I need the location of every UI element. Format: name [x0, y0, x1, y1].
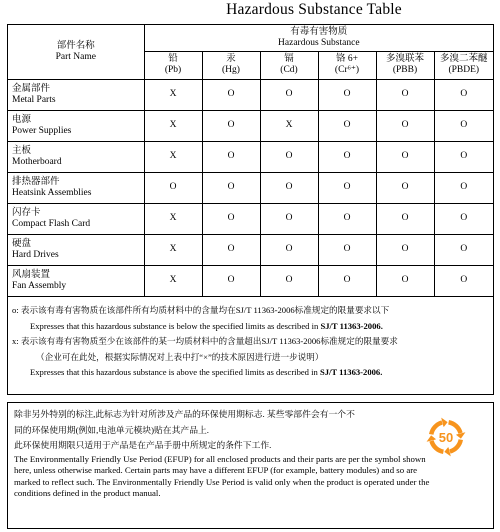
substance-status-cell: O: [260, 79, 318, 110]
legend-notes: [8, 303, 493, 381]
substance-status-cell: O: [434, 79, 493, 110]
logo-arrow-head: [456, 432, 466, 438]
substance-status-cell: X: [260, 110, 318, 141]
x-note-cn-detail: （企业可在此处，根据实际情况对上表中打“×”的技术原因进行进一步说明）: [36, 351, 324, 362]
efup-cn-line-2: 同的环保使用期(例如,电池单元模块)贴在其产品上.: [14, 424, 209, 435]
substance-status-cell: O: [260, 141, 318, 172]
substance-status-cell: O: [376, 265, 434, 296]
substance-status-cell: O: [318, 172, 376, 203]
substance-status-cell: O: [434, 265, 493, 296]
table-row: [8, 110, 493, 141]
substance-status-cell: O: [434, 234, 493, 265]
substance-status-cell: O: [434, 141, 493, 172]
table-row: [8, 141, 493, 172]
efup-en-text: The Environmentally Friendly Use Period (EFUP) for all enclosed products and their parts are per the symbol shown here, unless otherwise marked. Certain parts may have a different EFUP (for example, battery modules) and so are marked to reflect such. The Environmentally Friendly Use Period is valid only when the product is operated under the conditions defined in the product manual.: [14, 453, 430, 498]
substance-status-cell: O: [202, 203, 260, 234]
substance-status-cell: O: [376, 172, 434, 203]
substance-status-cell: O: [318, 110, 376, 141]
substance-status-cell: O: [376, 110, 434, 141]
substance-status-cell: O: [318, 265, 376, 296]
substance-status-cell: X: [144, 265, 202, 296]
table-row: [8, 265, 493, 296]
substance-status-cell: O: [434, 172, 493, 203]
efup-cn-line-3: 此环保使用期限只适用于产品是在产品手册中所规定的条件下工作.: [14, 440, 272, 450]
part-name-cell: 闪存卡 Compact Flash Card: [8, 203, 144, 234]
table-row: [8, 234, 493, 265]
substance-status-cell: O: [202, 172, 260, 203]
substance-status-cell: O: [318, 234, 376, 265]
part-name-header: 部件名称 Part Name: [8, 25, 144, 79]
hazardous-substance-section: [7, 24, 494, 395]
substance-status-cell: O: [202, 79, 260, 110]
substance-status-cell: X: [144, 203, 202, 234]
substance-status-cell: O: [260, 265, 318, 296]
part-name-cell: 风扇装置 Fan Assembly: [8, 265, 144, 296]
efup-50-logo-icon: [426, 417, 466, 457]
substance-status-cell: X: [144, 79, 202, 110]
substance-header: 多溴联苯 (PBB): [376, 51, 434, 79]
substance-status-cell: O: [434, 203, 493, 234]
substance-header: 镉 (Cd): [260, 51, 318, 79]
x-note-cn: x: 表示该有毒有害物质至少在该部件的某一均质材料中的含量超出SJ/T 11363-2006标准规定的限量要求: [12, 336, 398, 346]
substance-status-cell: O: [260, 234, 318, 265]
substance-header: 铬 6+ (Cr⁶⁺): [318, 51, 376, 79]
substance-header: 汞 (Hg): [202, 51, 260, 79]
table-row: [8, 172, 493, 203]
substance-status-cell: O: [376, 79, 434, 110]
substance-status-cell: O: [260, 172, 318, 203]
efup-cn-line-1: 除非另外特别的标注,此标志为针对所涉及产品的环保使用期标志. 某些零部件会有一个不: [14, 409, 355, 419]
part-name-cell: 主板 Motherboard: [8, 141, 144, 172]
substance-status-cell: O: [376, 203, 434, 234]
substance-status-cell: X: [144, 234, 202, 265]
efup-logo-number: 50: [438, 430, 454, 445]
o-note-en: Expresses that this hazardous substance is below the specified limits as described in SJ/T 11363-2006.: [30, 320, 383, 331]
x-note-en: Expresses that this hazardous substance is above the specified limits as described in SJ/T 11363-2006.: [30, 367, 383, 377]
substance-status-cell: O: [434, 110, 493, 141]
substance-status-cell: O: [202, 141, 260, 172]
part-name-cell: 电源 Power Supplies: [8, 110, 144, 141]
part-name-cell: 硬盘 Hard Drives: [8, 234, 144, 265]
substance-status-cell: O: [318, 203, 376, 234]
substance-status-cell: O: [202, 234, 260, 265]
table-row: [8, 79, 493, 110]
hazardous-substance-group-header: 有毒有害物质 Hazardous Substance: [144, 25, 493, 51]
table-row: [8, 203, 493, 234]
substance-status-cell: O: [376, 141, 434, 172]
o-note-cn: o: 表示该有毒有害物质在该部件所有均质材料中的含量均在SJ/T 11363-2006标准规定的限量要求以下: [12, 305, 390, 315]
part-name-cell: 金属部件 Metal Parts: [8, 79, 144, 110]
substance-status-cell: O: [202, 265, 260, 296]
substance-status-cell: X: [144, 141, 202, 172]
substance-status-cell: O: [144, 172, 202, 203]
substance-header: 多溴二苯醚 (PBDE): [434, 51, 493, 79]
substance-status-cell: O: [376, 234, 434, 265]
part-name-cell: 排热器部件 Heatsink Assemblies: [8, 172, 144, 203]
substance-status-cell: O: [318, 79, 376, 110]
substance-status-cell: O: [202, 110, 260, 141]
substance-status-cell: O: [318, 141, 376, 172]
logo-arrow-head: [444, 447, 450, 457]
logo-arrow-head: [427, 435, 437, 441]
logo-arrow-head: [441, 418, 447, 428]
substance-status-cell: X: [144, 110, 202, 141]
hazardous-substance-table: [8, 25, 493, 297]
substance-status-cell: O: [260, 203, 318, 234]
substance-header: 铅 (Pb): [144, 51, 202, 79]
efup-section: [7, 402, 494, 529]
page-title: Hazardous Substance Table: [226, 1, 402, 18]
